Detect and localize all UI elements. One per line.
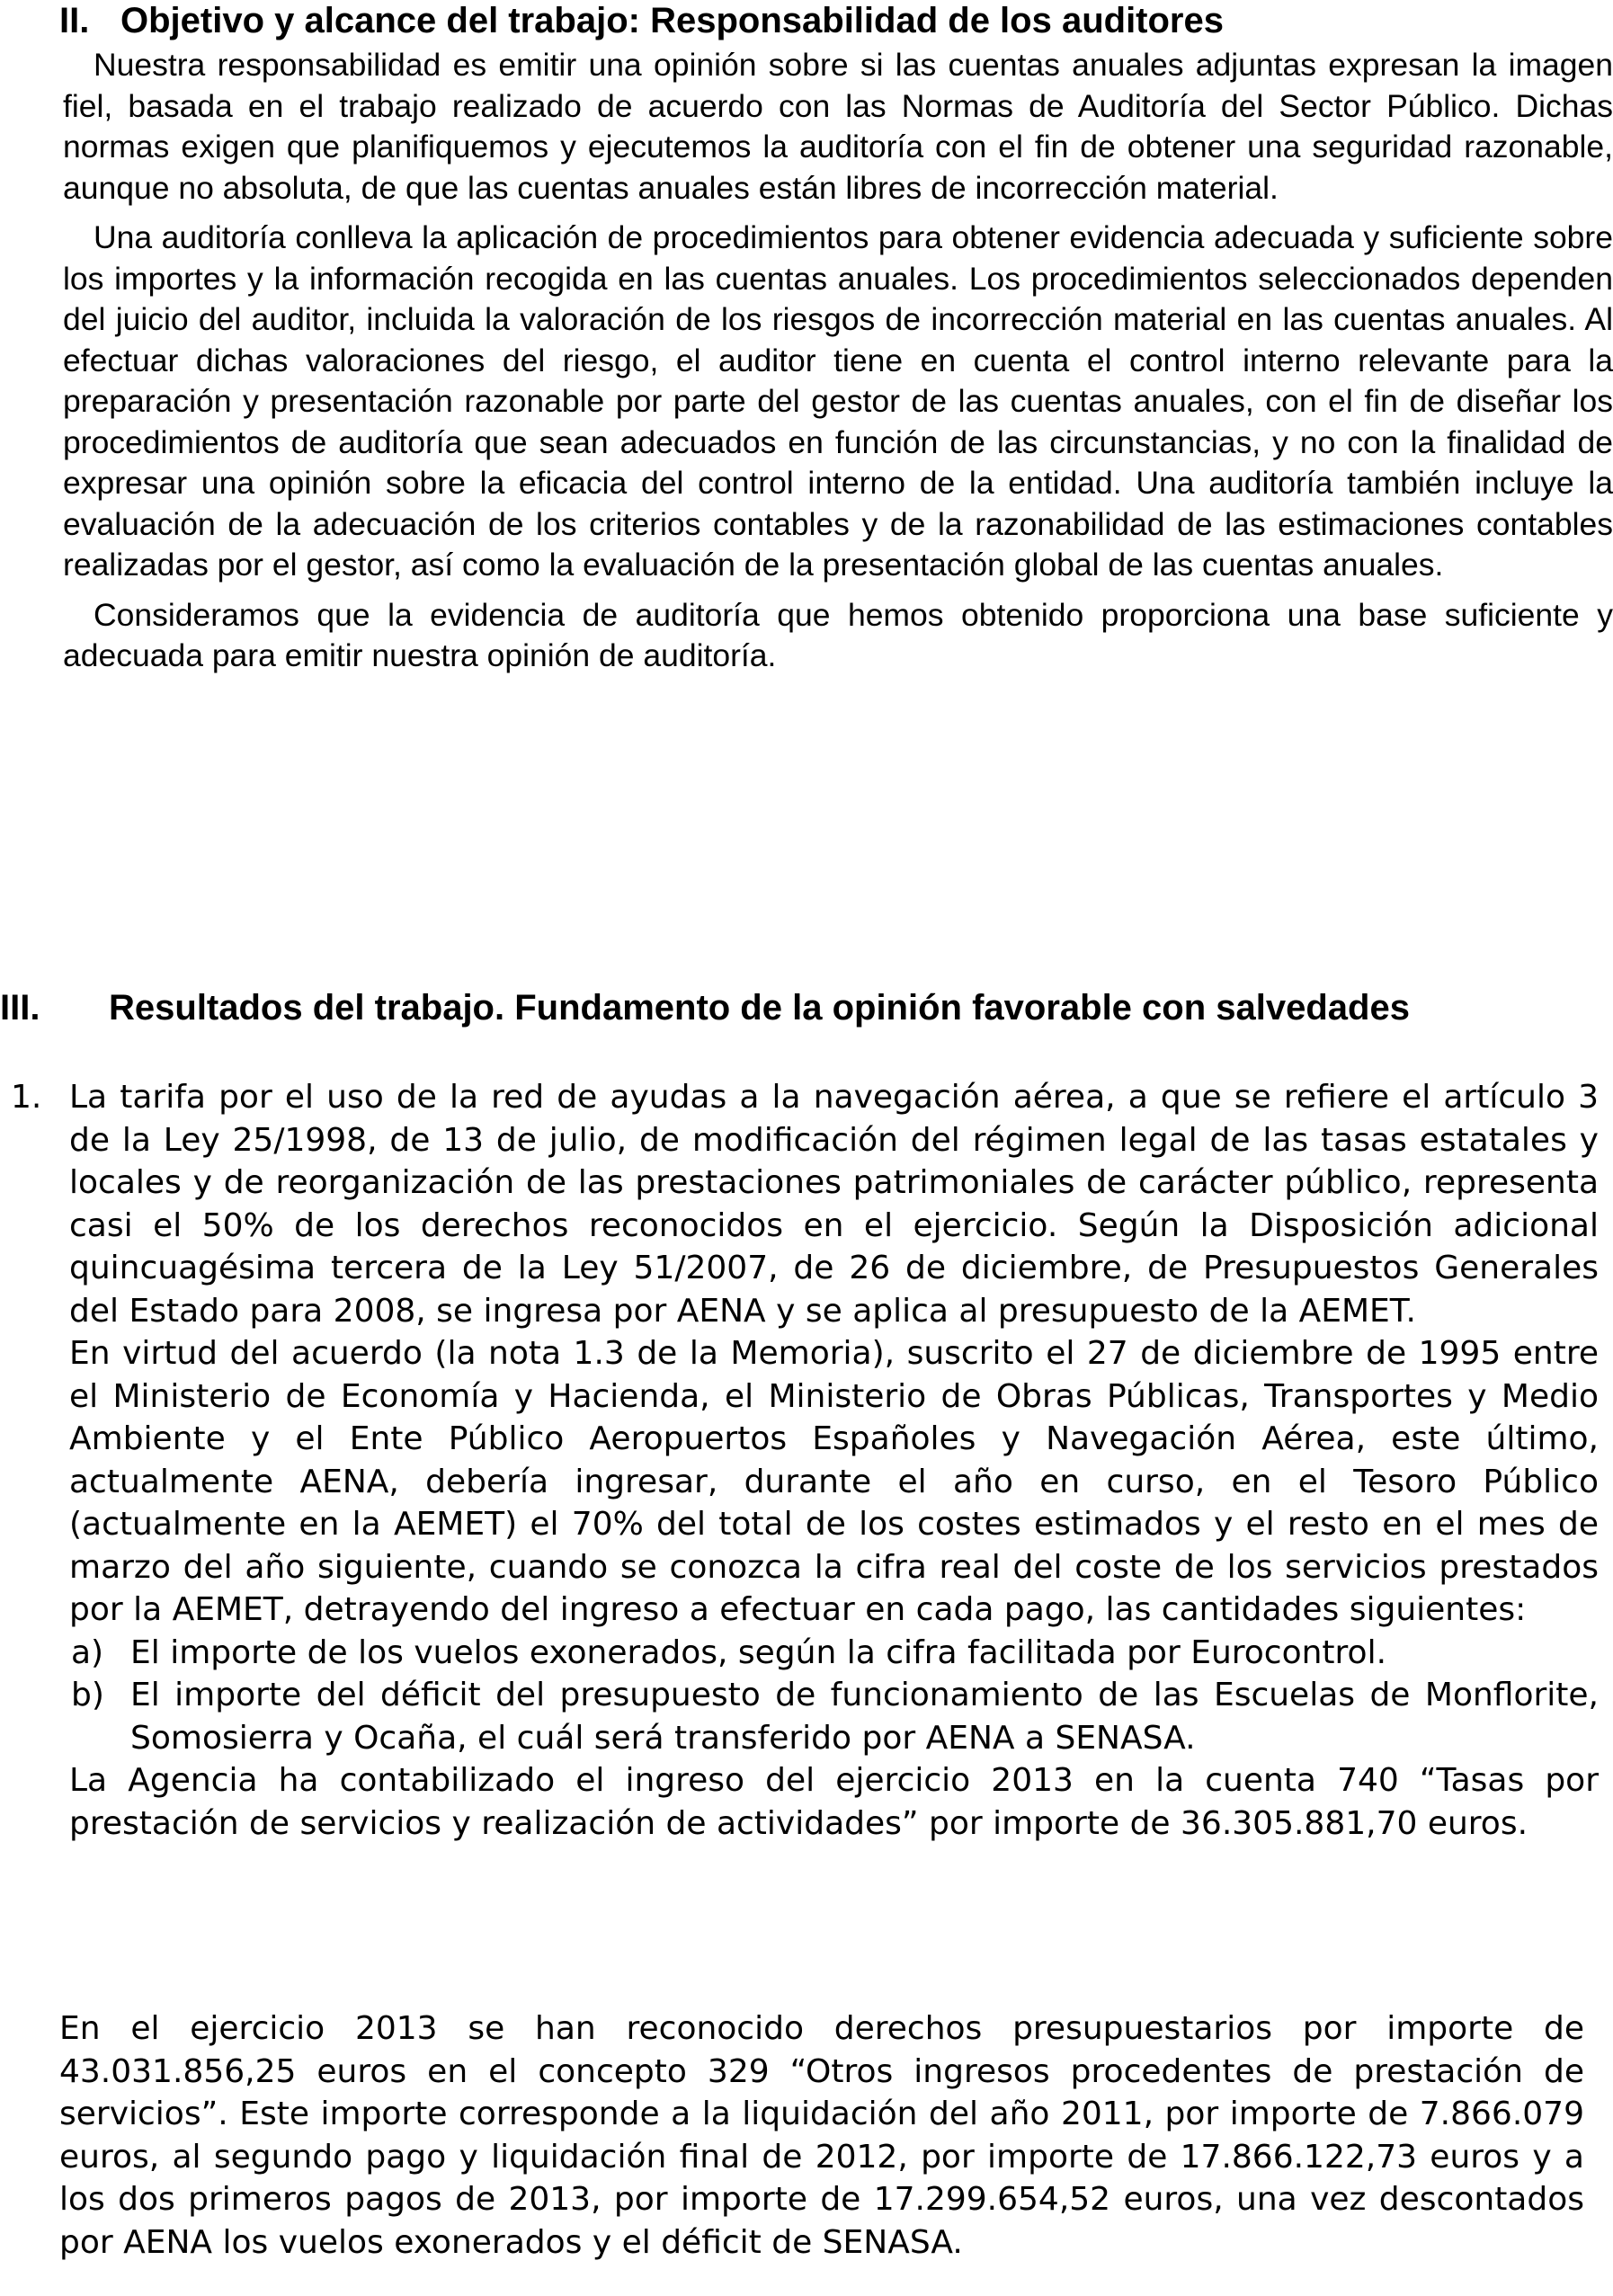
section-ii-paragraph-2: Una auditoría conlleva la aplicación de procedimientos para obtener evidencia adecuada y suficiente sobre los importes y la información recogida en las cuentas anuales. Los procedimientos seleccionados dependen del juicio del auditor, incluida la valoración de los riesgos de incorrección material en las cuentas anuales. Al efectuar dichas valoraciones del riesgo, el auditor tiene en cuenta el control interno relevante para la preparación y presentación razonable por parte del gestor de las cuentas anuales, con el fin de diseñar los procedimientos de auditoría que sean adecuados en función de las circunstancias, y no con la finalidad de expresar una opinión sobre la eficacia del control interno de la entidad. Una auditoría también incluye la evaluación de la adecuación de los criterios contables y de la razonabilidad de las estimaciones contables realizadas por el gestor, así como la evaluación de la presentación global de las cuentas anuales. <box>63 219 1613 583</box>
section-iii-list <box>0 1076 1599 1845</box>
item-1-paragraph-2: En virtud del acuerdo (la nota 1.3 de la Memoria), suscrito el 27 de diciembre de 1995 entre el Ministerio de Economía y Hacienda, el Ministerio de Obras Públicas, Transportes y Medio Ambiente y el Ente Público Aeropuertos Españoles y Navegación Aérea, este último, actualmente AENA, debería ingresar, durante el año en curso, en el Tesoro Público (actualmente en la AEMET) el 70% del total de los costes estimados y el resto en el mes de marzo del año siguiente, cuando se conozca la cifra real del coste de los servicios prestados por la AEMET, detrayendo del ingreso a efectuar en cada pago, las cantidades siguientes: <box>69 1335 1599 1628</box>
section-ii-heading <box>59 0 1606 41</box>
subitem-text: El importe de los vuelos exonerados, según la cifra facilitada por Eurocontrol. <box>130 1633 1387 1671</box>
section-iii-final-paragraph <box>59 2007 1584 2264</box>
section-ii-paragraph-3: Consideramos que la evidencia de auditoría que hemos obtenido proporciona una base suficiente y adecuada para emitir nuestra opinión de auditoría. <box>63 596 1613 673</box>
subitem-letter: a) <box>71 1633 104 1671</box>
section-ii-body <box>63 45 1613 686</box>
section-ii-paragraph-1: Nuestra responsabilidad es emitir una opinión sobre si las cuentas anuales adjuntas expresan la imagen fiel, basada en el trabajo realizado de acuerdo con las Normas de Auditoría del Sector Público. Dichas normas exigen que planifiquemos y ejecutemos la auditoría con el fin de obtener una seguridad razonable, aunque no absoluta, de que las cuentas anuales están libres de incorrección material. <box>63 47 1613 206</box>
section-iii-heading <box>0 987 1609 1028</box>
item-1-paragraph-3: La Agencia ha contabilizado el ingreso del ejercicio 2013 en la cuenta 740 “Tasas por prestación de servicios y realización de actividades” por importe de 36.305.881,70 euros. <box>69 1762 1599 1842</box>
section-iii-title: Resultados del trabajo. Fundamento de la opinión favorable con salvedades <box>109 988 1410 1028</box>
item-1-paragraph-1: La tarifa por el uso de la red de ayudas a la navegación aérea, a que se refiere el artículo 3 de la Ley 25/1998, de 13 de julio, de modificación del régimen legal de las tasas estatales y locales y de reorganización de las prestaciones patrimoniales de carácter público, representa casi el 50% de los derechos reconocidos en el ejercicio. Según la Disposición adicional quincuagésima tercera de la Ley 51/2007, de 26 de diciembre, de Presupuestos Generales del Estado para 2008, se ingresa por AENA y se aplica al presupuesto de la AEMET. <box>69 1079 1599 1330</box>
section-iii-number: III. <box>0 988 40 1028</box>
subitem-text: El importe del déficit del presupuesto de funcionamiento de las Escuelas de Monflorite, Somosierra y Ocaña, el cuál será transferido por AENA a SENASA. <box>130 1677 1599 1757</box>
subitem-letter: b) <box>71 1677 104 1713</box>
section-ii-title: Objetivo y alcance del trabajo: Responsabilidad de los auditores <box>120 1 1224 40</box>
subitem-a <box>69 1632 1599 1675</box>
list-item-1 <box>0 1076 1599 1845</box>
list-item-number: 1. <box>11 1079 42 1116</box>
section-ii-number: II. <box>59 1 90 40</box>
subitem-b <box>69 1674 1599 1759</box>
final-paragraph-text: En el ejercicio 2013 se han reconocido derechos presupuestarios por importe de 43.031.856,25 euros en el concepto 329 “Otros ingresos procedentes de prestación de servicios”. Este importe corresponde a la liquidación del año 2011, por importe de 7.866.079 euros, al segundo pago y liquidación final de 2012, por importe de 17.866.122,73 euros y a los dos primeros pagos de 2013, por importe de 17.299.654,52 euros, una vez descontados por AENA los vuelos exonerados y el déficit de SENASA. <box>59 2010 1584 2261</box>
